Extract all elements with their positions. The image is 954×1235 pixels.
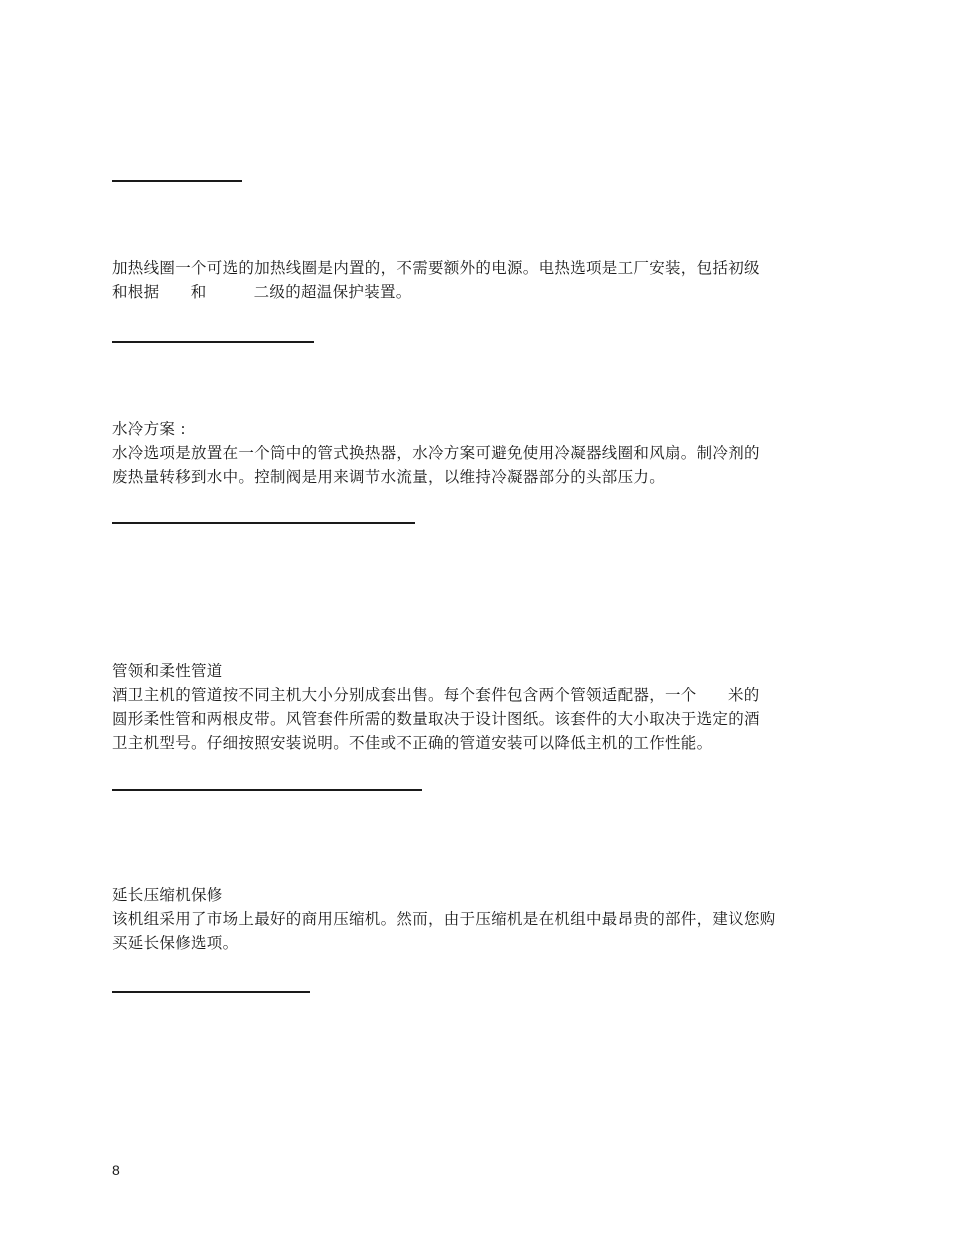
heating-coil-paragraph [112,256,842,304]
section-divider-4 [112,789,422,791]
section-divider-5 [112,991,310,993]
page-number: 8 [112,1162,120,1178]
section-heading: 水冷方案 : [112,420,186,438]
section-divider-3 [112,522,415,524]
paragraph-line: 圆形柔性管和两根皮带。风管套件所需的数量取决于设计图纸。该套件的大小取决于选定的酒 [112,710,760,728]
section-heading: 延长压缩机保修 [112,886,223,904]
paragraph-line: 水冷选项是放置在一个筒中的管式换热器，水冷方案可避免使用冷凝器线圈和风扇。制冷剂的 [112,444,760,462]
compressor-warranty-section [112,883,842,955]
section-divider-1 [112,180,242,182]
paragraph-line: 废热量转移到水中。控制阀是用来调节水流量，以维持冷凝器部分的头部压力。 [112,468,666,486]
paragraph-line: 买延长保修选项。 [112,934,239,952]
duct-collar-section [112,659,842,755]
paragraph-line: 卫主机型号。仔细按照安装说明。不佳或不正确的管道安装可以降低主机的工作性能。 [112,734,713,752]
paragraph-line: 酒卫主机的管道按不同主机大小分别成套出售。每个套件包含两个管领适配器，一个 米的 [112,686,760,704]
paragraph-line: 加热线圈一个可选的加热线圈是内置的，不需要额外的电源。电热选项是工厂安装，包括初级 [112,259,760,277]
section-divider-2 [112,341,314,343]
water-cooling-section [112,417,842,489]
paragraph-line: 和根据 和 二级的超温保护装置。 [112,283,412,301]
section-heading: 管领和柔性管道 [112,662,223,680]
paragraph-line: 该机组采用了市场上最好的商用压缩机。然而，由于压缩机是在机组中最昂贵的部件，建议您购 [112,910,776,928]
